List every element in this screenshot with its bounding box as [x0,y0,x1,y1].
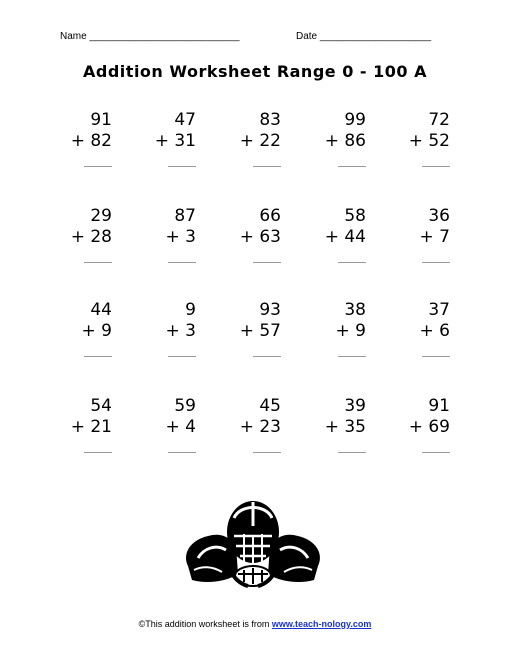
answer-line [168,156,196,167]
addend-top: 58 [344,206,366,226]
addend-top: 91 [90,110,112,130]
addend-bottom: + 35 [324,417,366,437]
addend-top: 54 [90,396,112,416]
addition-problem [211,300,281,357]
answer-line [84,156,112,167]
answer-line [338,346,366,357]
addend-top: 39 [344,396,366,416]
addend-bottom: + 6 [419,321,450,341]
answer-line [422,252,450,263]
date-field-label: Date ____________________ [296,31,432,42]
addend-top: 72 [428,110,450,130]
answer-line [338,252,366,263]
addition-problem [211,206,281,263]
addition-problem [296,110,366,167]
answer-line [338,156,366,167]
addend-top: 37 [428,300,450,320]
addend-bottom: + 28 [70,227,112,247]
footer-credit [0,619,510,629]
addend-bottom: + 23 [239,417,281,437]
addition-problem [380,300,450,357]
answer-line [253,442,281,453]
answer-line [84,346,112,357]
answer-line [253,346,281,357]
addition-problem [296,396,366,453]
addend-top: 45 [259,396,281,416]
addition-problem [211,110,281,167]
addend-bottom: + 7 [419,227,450,247]
answer-line [168,252,196,263]
addition-problem [296,206,366,263]
name-field-label: Name ___________________________ [60,31,240,42]
answer-line [253,252,281,263]
answer-line [84,442,112,453]
answer-line [422,346,450,357]
addition-problem [126,396,196,453]
addend-top: 87 [174,206,196,226]
addition-problem [42,110,112,167]
worksheet-title: Addition Worksheet Range 0 - 100 A [83,62,427,81]
footer-link[interactable]: www.teach-nology.com [271,619,372,629]
addend-bottom: + 31 [154,131,196,151]
addition-problem [126,110,196,167]
addition-problem [296,300,366,357]
addition-problem [211,396,281,453]
addend-bottom: + 69 [408,417,450,437]
addend-bottom: + 86 [324,131,366,151]
addend-bottom: + 57 [239,321,281,341]
addition-problem [380,206,450,263]
football-player-icon [178,496,328,591]
answer-line [422,442,450,453]
addend-top: 59 [174,396,196,416]
addend-bottom: + 9 [335,321,366,341]
addend-top: 29 [90,206,112,226]
addition-problem [380,110,450,167]
addition-problem [42,300,112,357]
addend-top: 93 [259,300,281,320]
addend-top: 47 [174,110,196,130]
answer-line [168,346,196,357]
addition-problem [126,300,196,357]
addend-bottom: + 3 [165,227,196,247]
addend-bottom: + 22 [239,131,281,151]
addend-bottom: + 4 [165,417,196,437]
answer-line [168,442,196,453]
addend-top: 66 [259,206,281,226]
addend-bottom: + 21 [70,417,112,437]
addition-problem [42,206,112,263]
answer-line [338,442,366,453]
addend-top: 38 [344,300,366,320]
addend-bottom: + 63 [239,227,281,247]
addition-problem [42,396,112,453]
addend-top: 9 [185,300,196,320]
addend-top: 36 [428,206,450,226]
answer-line [253,156,281,167]
addend-top: 91 [428,396,450,416]
addition-problem [126,206,196,263]
answer-line [84,252,112,263]
answer-line [422,156,450,167]
addend-bottom: + 3 [165,321,196,341]
addend-bottom: + 82 [70,131,112,151]
addition-problem [380,396,450,453]
addend-top: 83 [259,110,281,130]
addend-bottom: + 9 [81,321,112,341]
addend-top: 44 [90,300,112,320]
footer-text: ©This addition worksheet is from [138,619,272,629]
addend-top: 99 [344,110,366,130]
addend-bottom: + 44 [324,227,366,247]
addend-bottom: + 52 [408,131,450,151]
